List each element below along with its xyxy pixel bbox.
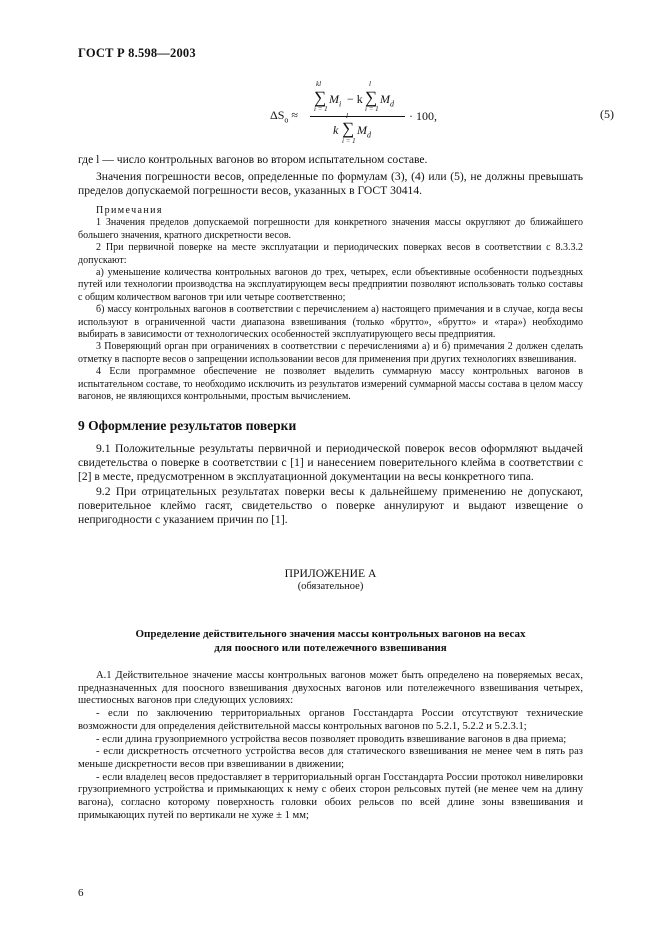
where-line: где l — число контрольных вагонов во втором испытательном составе. (78, 153, 428, 166)
num-sum1-sigma: ∑ (314, 88, 327, 107)
note-3: 3 Поверяющий орган при ограничениях в соответствии с перечислениями а) и б) примечания 2 должен сделать отметку в паспорте весов о запрещении использовании весов для применения при других технологиях взвешивания. (78, 341, 583, 365)
appendix-label: ПРИЛОЖЕНИЕ А (284, 567, 377, 580)
page-number: 6 (78, 887, 84, 899)
section-9-p1: 9.1 Положительные результаты первичной и периодической поверок весов оформляют выдачей свидетельства о поверке в соответствии с [1] и нанесением поверительного клейма в соответствии с [2] в месте, предусмотренном в эксплуатационной документации на весы конкретного типа. (78, 442, 583, 484)
den-term-m: M (357, 123, 367, 137)
section-9-heading: 9 Оформление результатов поверки (78, 418, 297, 433)
formula-number: (5) (600, 107, 614, 121)
num-sum2-sigma: ∑ (365, 88, 378, 107)
appendix-item: - если дискретность отсчетного устройства весов для статического взвешивания не менее чем в пять раз меньше дискретности весов при взвешивании в движении; (78, 746, 583, 770)
den-k-text: k (333, 123, 339, 137)
appendix-status: (обязательное) (297, 581, 364, 592)
appendix-title-line2: для поосного или потележечного взвешивания (214, 642, 447, 654)
formula-lhs-delta: ΔS (270, 108, 285, 122)
formula-tail: · 100, (409, 109, 437, 123)
standard-header: ГОСТ Р 8.598—2003 (78, 46, 196, 60)
formula-approx: ≈ (291, 108, 298, 122)
num-term1 (329, 92, 341, 108)
num-term2 (380, 92, 394, 108)
fraction-bar (310, 116, 405, 117)
note-4: 4 Если программное обеспечение не позволяет выделить суммарную массу контрольных вагонов в испытательном составе, то необходимо исключить из результатов измерений суммарной массы состава в целом массу вагонов, не являющихся контрольными, простым вычислением. (78, 366, 583, 403)
num-sum2-lower: i = 1 (365, 105, 379, 113)
note-1: 1 Значения пределов допускаемой погрешности для конкретного значения массы округляют до ближайшего большего значения, кратного дискретности весов. (78, 217, 583, 241)
den-k (333, 123, 338, 138)
formula-lhs (270, 108, 298, 124)
section-9-body (78, 442, 583, 527)
appendix-body (78, 670, 583, 822)
para-errors: Значения погрешности весов, определенные по формулам (3), (4) или (5), не должны превышать пределов допускаемой погрешности весов, указанных в ГОСТ 30414. (78, 170, 583, 198)
num-minus-k: − k (347, 92, 363, 106)
num-sum1-lower: i = 1 (314, 105, 328, 113)
den-sum-upper: l (346, 112, 348, 120)
notes-title: Примечания (96, 205, 163, 216)
formula-lhs-sub: o (284, 115, 289, 125)
num-sum1-upper: kl (316, 80, 322, 88)
num-term1-sub: i (339, 99, 342, 109)
formula-5 (270, 80, 470, 160)
den-sum-sigma: ∑ (342, 119, 355, 138)
den-term-sub: d (367, 130, 371, 140)
num-sum2-upper: l (369, 80, 371, 88)
num-term1-m: M (329, 92, 339, 106)
section-9-p2: 9.2 При отрицательных результатах поверки весы к дальнейшему применению не допускают, поверительное клеймо гасят, свидетельство о поверке аннулируют и выдают извещение о непригодности с указанием причин по [1]. (78, 484, 583, 527)
den-sum-lower: i = 1 (342, 137, 356, 145)
num-term2-m: M (380, 92, 390, 106)
note-2: 2 При первичной поверке на месте эксплуатации и периодических поверках весов в соответствии с 8.3.3.2 допускают: (78, 242, 583, 266)
note-2b: б) массу контрольных вагонов в соответствии с перечислением а) настоящего примечания и в случае, когда весы используют в ограниченной части диапазона взвешивания (только «брутто», «брутто» и «тара») необходимо выбирать в зависимости от технологических особенностей эксплуатирующего весы предприятия. (78, 304, 583, 341)
den-term (357, 123, 371, 139)
notes-block (78, 205, 583, 404)
appendix-title-line1: Определение действительного значения массы контрольных вагонов на весах (135, 628, 526, 640)
appendix-a1-intro: А.1 Действительное значение массы контрольных вагонов может быть определено на поверяемых весах, предназначенных для поосного взвешивания двухосных вагонов или потележечного взвешивания четырех, шестиосных вагонов при следующих условиях: (78, 670, 583, 707)
note-2a: а) уменьшение количества контрольных вагонов до трех, четырех, если объективные особенности подъездных путей или технологии производства на эксплуатирующем весы предприятии позволяют использовать только составы с общим количеством вагонов три или четыре соответственно; (78, 267, 583, 303)
appendix-item: - если владелец весов предоставляет в территориальный орган Госстандарта России протокол нивелировки грузоприемного устройства и примыкающих к нему с обеих сторон рельсовых путей (не менее чем на длину вагона), согласно которому поверхность головки обоих рельсов по всей длине зоны взвешивания и примыкающих путей по вертикали не хуже ± 1 мм; (78, 771, 583, 821)
appendix-item: - если по заключению территориальных органов Госстандарта России отсутствуют технические возможности для определения действительной массы контрольных вагонов по 5.2.1, 5.2.2 и 5.2.3.1; (78, 708, 583, 732)
num-term2-sub: d (390, 99, 394, 109)
appendix-item: - если длина грузоприемного устройства весов позволяет проводить взвешивание вагонов в два приема; (96, 733, 567, 745)
